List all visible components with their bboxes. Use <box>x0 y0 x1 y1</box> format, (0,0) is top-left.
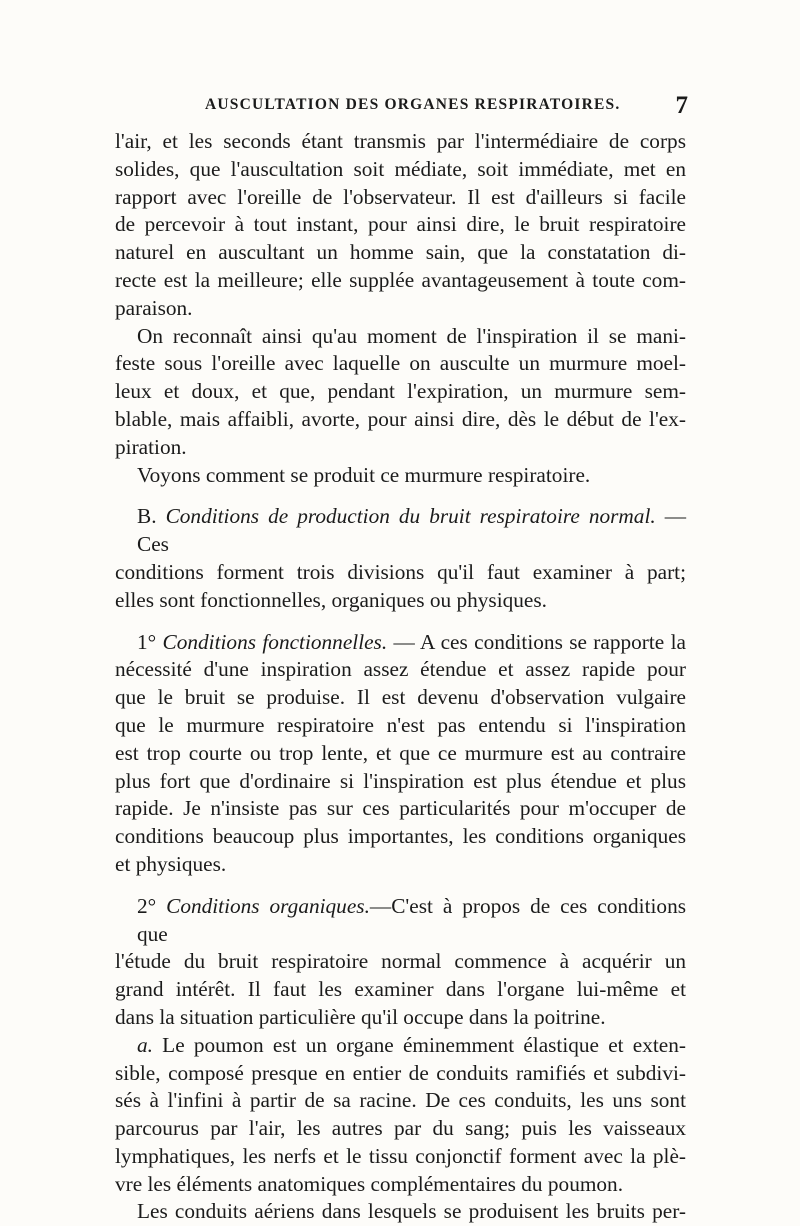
text-line: et physiques. <box>115 851 227 876</box>
section-label: 1° <box>137 629 157 654</box>
text-line: On reconnaît ainsi qu'au moment de l'inspiration il se mani- <box>137 323 686 348</box>
text-line: conditions beaucoup plus importantes, les conditions organiques <box>115 824 686 849</box>
text-line: sible, composé presque en entier de conduits ramifiés et subdivi- <box>115 1060 686 1085</box>
running-head <box>115 92 688 122</box>
subsection-line <box>115 1032 686 1060</box>
text-line: rapport avec l'oreille de l'observateur. Il est d'ailleurs si facile <box>115 184 686 209</box>
text-line: feste sous l'oreille avec laquelle on ausculte un murmure moel- <box>115 351 686 376</box>
text-line: nécessité d'une inspiration assez étendue et assez rapide pour <box>115 657 686 682</box>
section-label: 2° <box>137 893 157 918</box>
text-line: Les conduits aériens dans lesquels se produisent les bruits per- <box>137 1199 686 1224</box>
text-line: grand intérêt. Il faut les examiner dans l'organe lui-même et <box>115 977 686 1002</box>
text-line: que le murmure respiratoire n'est pas entendu si l'inspiration <box>115 712 686 737</box>
section-label: B. <box>137 504 157 529</box>
text-run: Le poumon est un organe éminemment élastique et exten- <box>152 1032 686 1057</box>
section-title: Conditions de production du bruit respiratoire normal. <box>165 504 656 529</box>
body-text <box>115 128 686 1226</box>
text-line: rapide. Je n'insiste pas sur ces particularités pour m'occuper de <box>115 796 686 821</box>
text-line: parcourus par l'air, les autres par du sang; puis les vaisseaux <box>115 1116 686 1141</box>
text-line: piration. <box>115 434 187 459</box>
text-line: naturel en auscultant un homme sain, que la constatation di- <box>115 240 686 265</box>
text-line: de percevoir à tout instant, pour ainsi dire, le bruit respiratoire <box>115 212 686 237</box>
text-line: sés à l'infini à partir de sa racine. De ces conduits, les uns sont <box>115 1088 686 1113</box>
text-line: elles sont fonctionnelles, organiques ou physiques. <box>115 587 547 612</box>
text-line: recte est la meilleure; elle supplée avantageusement à toute com- <box>115 267 686 292</box>
text-line: est trop courte ou trop lente, et que ce murmure est au contraire <box>115 740 686 765</box>
text-line: l'air, et les seconds étant transmis par l'intermédiaire de corps <box>115 129 686 153</box>
text-run: — A ces conditions se rapporte la <box>387 629 686 654</box>
text-line: conditions forment trois divisions qu'il faut examiner à part; <box>115 559 686 584</box>
text-line: que le bruit se produise. Il est devenu d'observation vulgaire <box>115 685 686 710</box>
section-title: Conditions fonctionnelles. <box>162 629 388 654</box>
text-line: dans la situation particulière qu'il occupe dans la poitrine. <box>115 1004 606 1029</box>
text-line: solides, que l'auscultation soit médiate, soit immédiate, met en <box>115 156 686 181</box>
text-line: lymphatiques, les nerfs et le tissu conjonctif forment avec la plè- <box>115 1143 686 1168</box>
section-heading-line <box>115 893 686 949</box>
text-line: Voyons comment se produit ce murmure respiratoire. <box>137 462 591 487</box>
running-head-title: AUSCULTATION DES ORGANES RESPIRATOIRES. <box>205 96 621 113</box>
text-line: vre les éléments anatomiques complémentaires du poumon. <box>115 1171 624 1196</box>
subsection-label: a. <box>137 1032 153 1057</box>
text-run: —C'est à propos de ces conditions que <box>137 893 687 946</box>
text-line: l'étude du bruit respiratoire normal commence à acquérir un <box>115 949 686 974</box>
section-heading-line <box>115 629 686 657</box>
text-line: blable, mais affaibli, avorte, pour ainsi dire, dès le début de l'ex- <box>115 406 686 431</box>
text-line: leux et doux, et que, pendant l'expiration, un murmure sem- <box>115 379 686 404</box>
text-line: paraison. <box>115 295 193 320</box>
text-line: plus fort que d'ordinaire si l'inspiration est plus étendue et plus <box>115 768 686 793</box>
section-title: Conditions organiques. <box>166 893 370 918</box>
page-number: 7 <box>675 92 688 119</box>
text-run: — Ces <box>137 504 687 557</box>
section-heading-line <box>115 503 686 559</box>
